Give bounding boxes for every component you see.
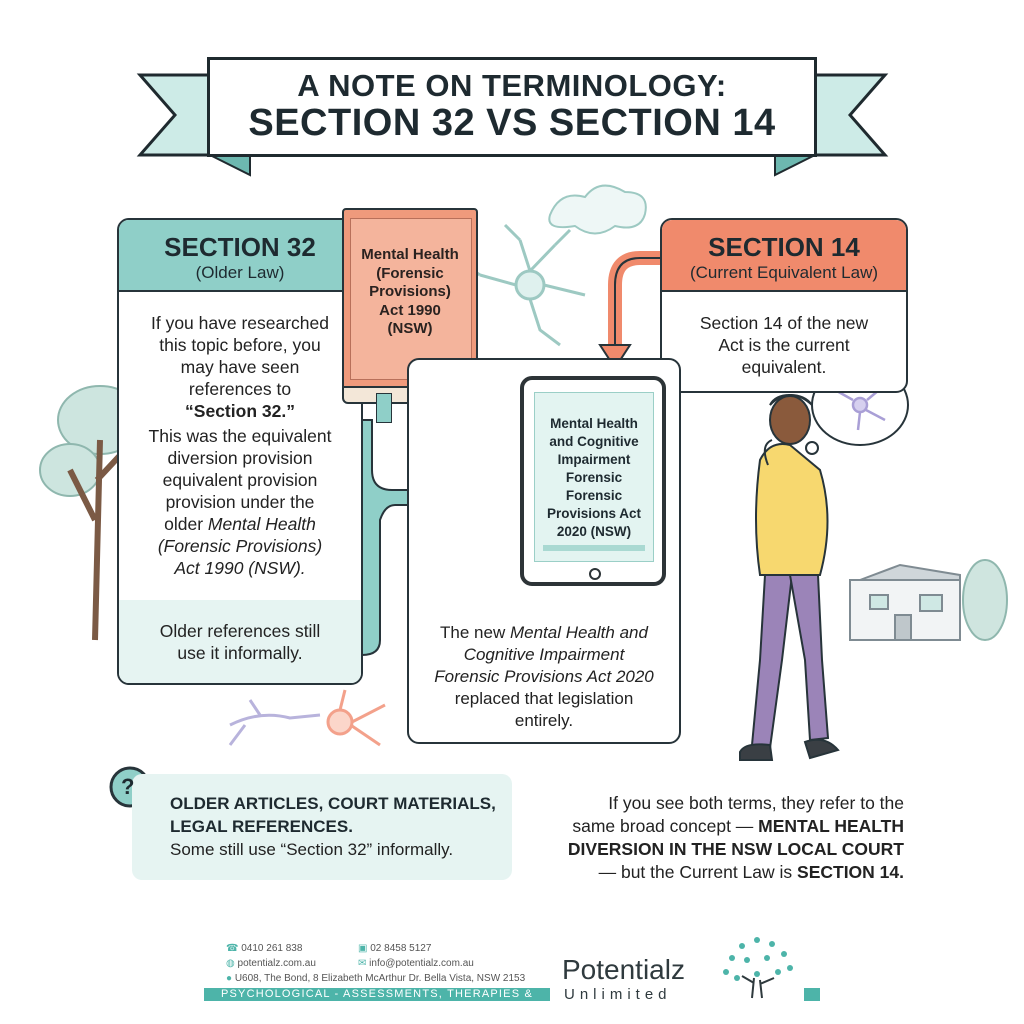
email-icon: ✉ xyxy=(358,958,367,969)
footer-strip: PSYCHOLOGICAL - ASSESSMENTS, THERAPIES & REPORTS xyxy=(204,988,550,1001)
title-banner xyxy=(207,57,817,157)
footer-fax xyxy=(358,943,431,954)
person-illustration xyxy=(740,395,838,760)
act-name: Act 1990 (NSW). xyxy=(174,558,306,578)
act-name: Mental Health xyxy=(207,514,316,534)
both-terms-bold: MENTAL HEALTH xyxy=(758,816,904,836)
body-line: This was the equivalent xyxy=(148,426,332,446)
older-articles-box xyxy=(132,774,512,880)
neuron-icon xyxy=(465,225,585,345)
description-line: replaced that legislation xyxy=(454,689,634,708)
section-32-body xyxy=(119,292,361,579)
brain-logo-icon xyxy=(712,928,802,1003)
section-14-title: SECTION 14 xyxy=(708,232,860,262)
section-32-header xyxy=(119,220,361,292)
body-line: equivalent provision xyxy=(162,470,318,490)
act-name: Mental Health and xyxy=(509,623,648,642)
older-articles-line: LEGAL REFERENCES. xyxy=(170,817,353,836)
section-14-card xyxy=(660,218,908,393)
act-name: (Forensic Provisions) xyxy=(157,536,323,556)
tablet-label-line: Forensic xyxy=(565,470,623,485)
footer-email xyxy=(358,958,474,969)
body-line: equivalent. xyxy=(741,357,827,377)
act-name: Forensic Provisions Act 2020 xyxy=(434,667,654,686)
section-14-body xyxy=(662,292,906,378)
down-arrow xyxy=(600,258,662,368)
older-articles-note: Some still use “Section 32” informally. xyxy=(170,840,454,859)
website-link[interactable]: potentialz.com.au xyxy=(237,958,316,969)
description-prefix: The new xyxy=(440,623,510,642)
fax-icon: ▣ xyxy=(358,943,368,954)
footer-website xyxy=(226,958,316,969)
tablet-label-line: 2020 (NSW) xyxy=(556,524,632,539)
book-label-line: (Forensic xyxy=(376,264,444,282)
section-32-subtitle: (Older Law) xyxy=(195,263,285,282)
body-line: may have seen xyxy=(180,357,300,377)
bookmark-icon xyxy=(376,393,392,423)
note-line: Older references still xyxy=(159,621,321,641)
act-name: Cognitive Impairment xyxy=(463,645,625,664)
older-articles-line: OLDER ARTICLES, COURT MATERIALS, xyxy=(170,794,496,813)
section-32-title: SECTION 32 xyxy=(164,232,316,262)
both-terms-bold: DIVERSION IN THE NSW LOCAL COURT xyxy=(567,839,904,859)
older-articles-heading xyxy=(170,792,496,838)
both-terms-prefix: same broad concept — xyxy=(572,816,759,836)
tablet-label-line: Mental Health xyxy=(550,416,638,431)
section-32-card xyxy=(117,218,363,685)
tablet-label-line: and Cognitive xyxy=(549,434,639,449)
tablet-label-line: Provisions Act xyxy=(546,506,642,521)
body-line: Section 14 of the new xyxy=(699,313,869,333)
brand-accent-square xyxy=(804,988,820,1001)
description-line: entirely. xyxy=(514,711,574,730)
tablet-label xyxy=(535,393,653,541)
address-text: U608, The Bond, 8 Elizabeth McArthur Dr. Bella Vista, NSW 2153 xyxy=(234,973,526,984)
title-line-1: A NOTE ON TERMINOLOGY: xyxy=(297,68,727,104)
title-line-2: SECTION 32 VS SECTION 14 xyxy=(248,102,776,145)
both-terms-line xyxy=(540,815,904,838)
book-label-line: Mental Health xyxy=(361,246,459,263)
question-mark-icon: ? xyxy=(121,774,135,799)
body-line: references to xyxy=(188,379,292,399)
section-14-subtitle: (Current Equivalent Law) xyxy=(689,263,879,282)
both-terms-prefix: — but the Current Law is xyxy=(598,862,798,882)
tablet-screen xyxy=(534,392,654,562)
tablet-progress-bar xyxy=(543,545,645,551)
book-label-line: Provisions) xyxy=(369,283,451,300)
book-label-line: (NSW) xyxy=(387,320,433,337)
fax-text[interactable]: 02 8458 5127 xyxy=(370,943,432,954)
cloud-icon xyxy=(549,186,646,234)
both-terms-text xyxy=(540,792,904,884)
section-32-quote: “Section 32.” xyxy=(185,401,295,421)
book-label xyxy=(350,246,470,339)
tablet-home-button xyxy=(589,568,601,580)
neuron-icon xyxy=(230,690,385,745)
description-line xyxy=(409,622,679,644)
tablet-label-line: Impairment xyxy=(557,452,631,467)
body-line: this topic before, you xyxy=(159,335,321,355)
phone-text[interactable]: 0410 261 838 xyxy=(241,943,303,954)
body-line: provision under the xyxy=(165,492,315,512)
tablet-device xyxy=(520,376,666,586)
note-line: use it informally. xyxy=(177,643,303,663)
both-terms-line xyxy=(540,861,904,884)
location-pin-icon: ● xyxy=(226,973,233,984)
house-icon xyxy=(850,560,1007,640)
email-link[interactable]: info@potentialz.com.au xyxy=(369,958,474,969)
section-32-note xyxy=(119,600,361,685)
footer-phone xyxy=(226,943,302,954)
phone-icon: ☎ xyxy=(226,943,239,954)
brand-name: Potentialz xyxy=(562,954,685,985)
body-line: Act is the current xyxy=(718,335,850,355)
book-label-line: Act 1990 xyxy=(379,301,441,319)
body-prefix: older xyxy=(164,514,208,534)
body-line: diversion provision xyxy=(167,448,313,468)
replaced-description xyxy=(409,622,679,732)
globe-icon: ◍ xyxy=(226,958,235,969)
body-line: If you have researched xyxy=(150,313,330,333)
footer-address xyxy=(226,973,525,984)
section-14-header xyxy=(662,220,906,292)
body-line xyxy=(119,513,361,535)
brand-tagline: Unlimited xyxy=(564,986,672,1003)
both-terms-bold: SECTION 14. xyxy=(797,862,904,882)
tablet-label-line: Forensic xyxy=(565,488,623,503)
both-terms-line: If you see both terms, they refer to the xyxy=(608,793,904,813)
